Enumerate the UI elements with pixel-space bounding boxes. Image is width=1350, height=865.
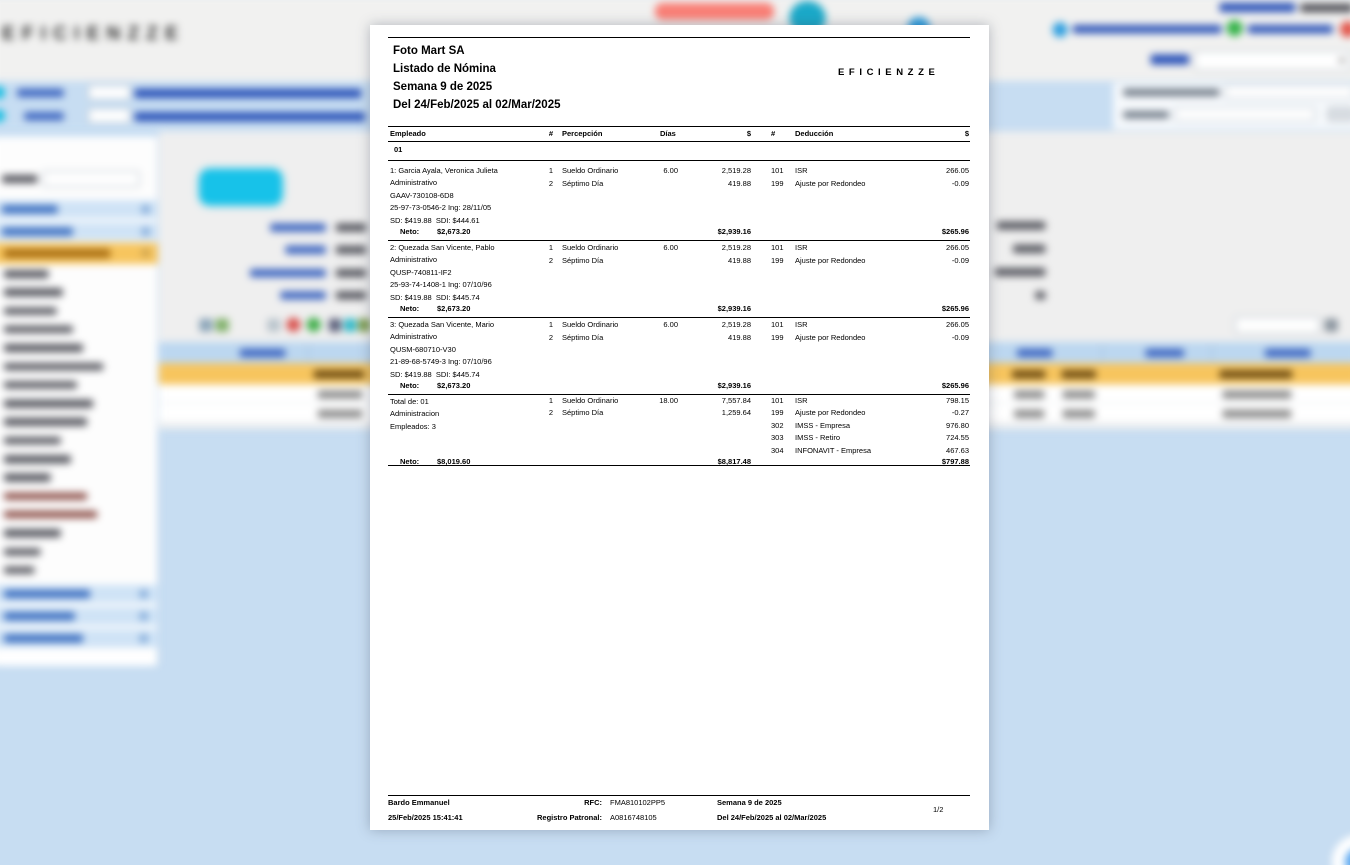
deduction-amount: 724.55	[946, 433, 969, 443]
logout-red-icon[interactable]	[1340, 21, 1350, 37]
col-amount: $	[746, 129, 751, 138]
sidebar-section[interactable]	[0, 223, 158, 241]
sidebar-item-placeholder[interactable]	[4, 548, 40, 556]
employee-name: 1: Garcia Ayala, Veronica Julieta	[390, 166, 498, 175]
sidebar-item-placeholder[interactable]	[4, 492, 87, 500]
footer-datetime: 25/Feb/2025 15:41:41	[388, 813, 463, 822]
deduction-num: 303	[771, 433, 784, 443]
chat-bubble-icon	[1345, 848, 1350, 865]
status-green-icon	[1227, 20, 1243, 36]
deduction-concept: Ajuste por Redondeo	[795, 255, 866, 265]
footer-rfc-label: RFC:	[584, 798, 602, 807]
toolbar-excel-icon[interactable]	[307, 318, 321, 332]
deduction-num: 199	[771, 332, 784, 342]
employee-block	[388, 241, 970, 318]
summary-value-4	[1035, 291, 1045, 299]
sidebar-item-placeholder[interactable]	[4, 400, 93, 408]
cell-placeholder	[318, 410, 363, 418]
sidebar-item-placeholder[interactable]	[4, 418, 87, 426]
search-panel	[1113, 83, 1350, 130]
perception-amount: 419.88	[728, 255, 751, 265]
totals-neto: $8,019.60	[437, 456, 471, 466]
deduction-concept: ISR	[795, 396, 808, 405]
employee-name: 3: Quezada San Vicente, Mario	[390, 320, 495, 329]
deduction-amount: 798.15	[946, 396, 969, 405]
sidebar-section[interactable]	[0, 607, 158, 625]
toolbar-icon-8[interactable]	[358, 319, 370, 332]
perception-num: 1	[548, 320, 553, 329]
footer-user: Bardo Emmanuel	[388, 798, 450, 807]
sidebar-item-placeholder[interactable]	[4, 474, 51, 482]
search-panel-button[interactable]	[1328, 107, 1350, 121]
cell-placeholder	[1222, 391, 1291, 399]
deduction-num: 304	[771, 445, 784, 455]
totals-employee-count: Empleados: 3	[390, 421, 436, 431]
cell-placeholder	[1014, 410, 1044, 418]
menu-select[interactable]	[1194, 50, 1350, 70]
cell-placeholder	[1014, 391, 1044, 399]
employee-neto: $2,673.20	[437, 304, 471, 313]
deduction-amount: 976.80	[946, 420, 969, 430]
sidebar-item-placeholder[interactable]	[4, 307, 57, 315]
perception-concept: Sueldo Ordinario	[562, 166, 619, 175]
col-num: #	[548, 129, 553, 138]
employee-position: Administrativo	[390, 178, 438, 188]
filter-value-1	[135, 89, 362, 98]
cell-placeholder	[1012, 370, 1045, 378]
header-link-placeholder[interactable]	[1073, 25, 1222, 33]
search-panel-label-2	[1123, 111, 1169, 118]
deduction-concept: IMSS - Empresa	[795, 420, 851, 430]
filter-icon-2	[0, 109, 5, 122]
perception-days: 6.00	[663, 320, 678, 329]
department-code: 01	[394, 145, 403, 154]
footer-rfc: FMA810102PP5	[610, 798, 666, 807]
deduction-amount: 266.05	[946, 320, 969, 329]
form-value-2	[336, 246, 366, 254]
divider	[388, 795, 970, 796]
table-search-input[interactable]	[1235, 317, 1320, 334]
cell-placeholder	[1063, 391, 1095, 399]
deduction-concept: IMSS - Retiro	[795, 433, 841, 443]
expand-icon	[140, 634, 148, 642]
form-label-3	[250, 269, 326, 277]
sidebar-footer-pill	[0, 651, 154, 666]
cell-placeholder	[1062, 370, 1096, 378]
search-panel-input-2[interactable]	[1174, 107, 1316, 121]
col-num2: #	[771, 129, 776, 138]
sidebar-item-placeholder[interactable]	[4, 381, 77, 389]
col-divider	[308, 344, 309, 361]
form-value-3	[336, 269, 366, 277]
search-panel-input-1[interactable]	[1225, 85, 1350, 99]
footer-reg: A0816748105	[610, 813, 657, 822]
sidebar-section[interactable]	[0, 200, 158, 218]
perception-amount: 2,519.28	[721, 320, 751, 329]
report-week: Semana 9 de 2025	[393, 81, 493, 93]
form-label-2	[285, 246, 325, 254]
deduction-concept: Ajuste por Redondeo	[795, 408, 866, 418]
primary-action-button[interactable]	[199, 169, 282, 205]
deduction-amount: -0.09	[951, 332, 969, 342]
sidebar-item-placeholder[interactable]	[4, 529, 61, 537]
deduction-num: 199	[771, 255, 784, 265]
cell-placeholder	[1063, 410, 1095, 418]
perception-num: 1	[548, 243, 553, 252]
toolbar-icon-6[interactable]	[329, 319, 341, 332]
sidebar-search-input[interactable]	[43, 171, 140, 187]
sidebar-section[interactable]	[0, 585, 158, 603]
brand-logo: EFICIENZZE	[2, 23, 186, 45]
info-circle-icon[interactable]	[1052, 22, 1067, 37]
table-search-icon[interactable]	[1325, 319, 1338, 332]
col-divider	[1211, 344, 1212, 361]
employee-name: 2: Quezada San Vicente, Pablo	[390, 243, 495, 252]
deduction-num: 101	[771, 320, 784, 329]
summary-value-1	[997, 221, 1046, 229]
perception-concept: Séptimo Día	[562, 332, 604, 342]
filter-label-1	[17, 89, 64, 97]
perceptions-total: $2,939.16	[717, 381, 751, 390]
perception-amount: 2,519.28	[721, 166, 751, 175]
eficienzze-logo: EFICIENZZE	[838, 67, 940, 78]
deduction-num: 199	[771, 408, 784, 418]
menu-label-placeholder	[1151, 55, 1189, 65]
toolbar-icon-3[interactable]	[267, 319, 280, 332]
footer-period: Del 24/Feb/2025 al 02/Mar/2025	[717, 813, 827, 822]
sidebar	[0, 136, 158, 665]
sidebar-item-placeholder[interactable]	[4, 437, 61, 445]
perception-days: 18.00	[659, 396, 678, 405]
col-header-1	[240, 349, 286, 357]
neto-label: Neto:	[400, 456, 420, 466]
filter-icon-1	[0, 86, 5, 99]
employee-imss: 25-93-74-1408-1 Ing: 07/10/96	[390, 280, 492, 290]
employee-position: Administrativo	[390, 255, 438, 265]
perception-amount: 419.88	[728, 178, 751, 188]
perception-concept: Sueldo Ordinario	[562, 320, 619, 329]
payroll-report-page	[370, 25, 989, 830]
perception-concept: Séptimo Día	[562, 178, 604, 188]
col-header-4	[1265, 349, 1311, 357]
expand-icon	[140, 590, 148, 598]
deduction-concept: ISR	[795, 320, 808, 329]
toolbar-icon-2[interactable]	[216, 319, 229, 332]
totals-label: Total de: 01	[390, 397, 429, 406]
sidebar-section-label	[2, 228, 73, 236]
col-deduccion: Deducción	[795, 129, 834, 138]
sidebar-item-placeholder[interactable]	[4, 363, 103, 371]
perception-amount: 7,557.84	[721, 396, 751, 405]
sidebar-item-placeholder[interactable]	[4, 455, 71, 463]
filter-input-1[interactable]	[88, 85, 131, 100]
employee-salary: SD: $419.88 SDI: $445.74	[390, 292, 480, 302]
deductions-total: $265.96	[941, 304, 969, 313]
perception-num: 2	[548, 408, 553, 418]
deduction-num: 199	[771, 178, 784, 188]
sidebar-item-placeholder[interactable]	[4, 326, 73, 334]
cell-placeholder	[314, 370, 365, 378]
form-value-1	[336, 224, 366, 232]
perception-days: 6.00	[663, 166, 678, 175]
employee-salary: SD: $419.88 SDI: $445.74	[390, 369, 480, 379]
toolbar-icon-7[interactable]	[344, 319, 356, 332]
cell-placeholder	[1219, 370, 1292, 378]
employee-rfc: QUSP-740811-IF2	[390, 267, 452, 277]
sidebar-section[interactable]	[0, 629, 158, 647]
totals-deductions-total: $797.88	[941, 456, 969, 466]
filter-input-2[interactable]	[88, 108, 131, 123]
report-title: Listado de Nómina	[393, 63, 496, 75]
neto-label: Neto:	[400, 381, 420, 390]
employee-block	[388, 318, 970, 395]
perception-num: 2	[548, 332, 553, 342]
col-empleado: Empleado	[390, 129, 426, 138]
deduction-concept: Ajuste por Redondeo	[795, 178, 866, 188]
perception-num: 1	[548, 166, 553, 175]
toolbar-icon-1[interactable]	[199, 319, 212, 332]
deduction-amount: 467.63	[946, 445, 969, 455]
filter-label-2	[24, 112, 63, 120]
sidebar-section-label	[4, 612, 75, 620]
deductions-total: $265.96	[941, 381, 969, 390]
sidebar-section-label	[4, 634, 83, 642]
deduction-amount: 266.05	[946, 243, 969, 252]
employee-neto: $2,673.20	[437, 381, 471, 390]
totals-perceptions-total: $8,817.48	[717, 456, 751, 466]
form-label-1	[270, 224, 326, 232]
page-number: 1/2	[933, 805, 944, 814]
sidebar-active-label	[4, 249, 110, 258]
perception-amount: 2,519.28	[721, 243, 751, 252]
perception-num: 1	[548, 396, 553, 405]
employee-imss: 25-97-73-0546-2 Ing: 28/11/05	[390, 203, 492, 213]
employee-imss: 21-89-68-5749-3 Ing: 07/10/96	[390, 357, 492, 367]
form-value-4	[336, 291, 366, 299]
perception-amount: 1,259.64	[721, 408, 751, 418]
summary-value-3	[995, 268, 1046, 276]
expand-icon	[140, 612, 148, 620]
deduction-amount: -0.09	[951, 255, 969, 265]
employee-block	[388, 164, 970, 241]
perception-concept: Sueldo Ordinario	[562, 396, 619, 405]
col-amount2: $	[964, 129, 969, 138]
perception-concept: Séptimo Día	[562, 408, 604, 418]
sidebar-item-placeholder[interactable]	[4, 270, 49, 278]
perceptions-total: $2,939.16	[717, 304, 751, 313]
search-panel-label	[1123, 89, 1219, 96]
deduction-concept: ISR	[795, 243, 808, 252]
chevron-down-icon	[1338, 59, 1346, 64]
col-header-3	[1146, 349, 1184, 357]
company-name: Foto Mart SA	[393, 45, 465, 57]
report-period: Del 24/Feb/2025 al 02/Mar/2025	[393, 99, 561, 111]
sidebar-search-label	[2, 175, 37, 183]
deduction-amount: 266.05	[946, 166, 969, 175]
footer-week: Semana 9 de 2025	[717, 798, 782, 807]
perception-concept: Séptimo Día	[562, 255, 604, 265]
employee-position: Administrativo	[390, 332, 438, 342]
col-percepcion: Percepción	[562, 129, 603, 138]
sidebar-section-label	[4, 590, 90, 598]
deduction-num: 302	[771, 420, 784, 430]
neto-label: Neto:	[400, 304, 420, 313]
perception-num: 2	[548, 255, 553, 265]
form-label-4	[280, 291, 326, 299]
header-link2-placeholder[interactable]	[1248, 25, 1333, 33]
cell-placeholder	[1222, 410, 1291, 418]
sidebar-section-label	[2, 205, 58, 213]
employee-rfc: QUSM-680710-V30	[390, 344, 456, 354]
perception-concept: Sueldo Ordinario	[562, 243, 619, 252]
perception-amount: 419.88	[728, 332, 751, 342]
perception-days: 6.00	[663, 243, 678, 252]
deduction-concept: ISR	[795, 166, 808, 175]
filter-value-2	[135, 112, 366, 121]
totals-block	[388, 395, 970, 466]
perception-num: 2	[548, 178, 553, 188]
employee-list	[388, 164, 970, 395]
deduction-num: 101	[771, 396, 784, 405]
user-name-placeholder	[1300, 4, 1350, 12]
chat-bubble[interactable]	[1332, 835, 1350, 865]
divider	[388, 126, 970, 127]
welcome-text-placeholder	[1219, 3, 1295, 12]
sidebar-item-placeholder[interactable]	[4, 566, 34, 574]
deductions-total: $265.96	[941, 227, 969, 236]
expand-icon	[142, 205, 150, 213]
expand-icon	[142, 249, 150, 257]
deduction-amount: -0.27	[951, 408, 969, 418]
header-red-button[interactable]	[655, 3, 774, 20]
col-header-2	[1017, 349, 1052, 357]
expand-icon	[142, 228, 150, 236]
footer-reg-label: Registro Patronal:	[536, 813, 602, 822]
deduction-num: 101	[771, 166, 784, 175]
cell-placeholder	[318, 391, 363, 399]
divider	[388, 37, 970, 38]
report-title-block	[393, 42, 561, 114]
deduction-concept: Ajuste por Redondeo	[795, 332, 866, 342]
employee-neto: $2,673.20	[437, 227, 471, 236]
sidebar-section-active[interactable]	[0, 243, 158, 264]
sidebar-item-placeholder[interactable]	[4, 344, 83, 352]
sidebar-item-placeholder[interactable]	[4, 511, 97, 519]
divider	[388, 141, 970, 142]
divider	[388, 160, 970, 161]
summary-value-2	[1013, 245, 1045, 253]
deduction-num: 101	[771, 243, 784, 252]
perceptions-total: $2,939.16	[717, 227, 751, 236]
employee-salary: SD: $419.88 SDI: $444.61	[390, 215, 480, 225]
sidebar-item-placeholder[interactable]	[4, 289, 63, 297]
deduction-amount: -0.09	[951, 178, 969, 188]
neto-label: Neto:	[400, 227, 420, 236]
totals-department: Administracion	[390, 409, 440, 419]
toolbar-pdf-icon[interactable]	[286, 318, 300, 332]
deduction-concept: INFONAVIT - Empresa	[795, 445, 871, 455]
col-divider	[1102, 344, 1103, 361]
employee-rfc: GAAV-730108-6D8	[390, 190, 454, 200]
col-dias: Días	[660, 129, 676, 138]
